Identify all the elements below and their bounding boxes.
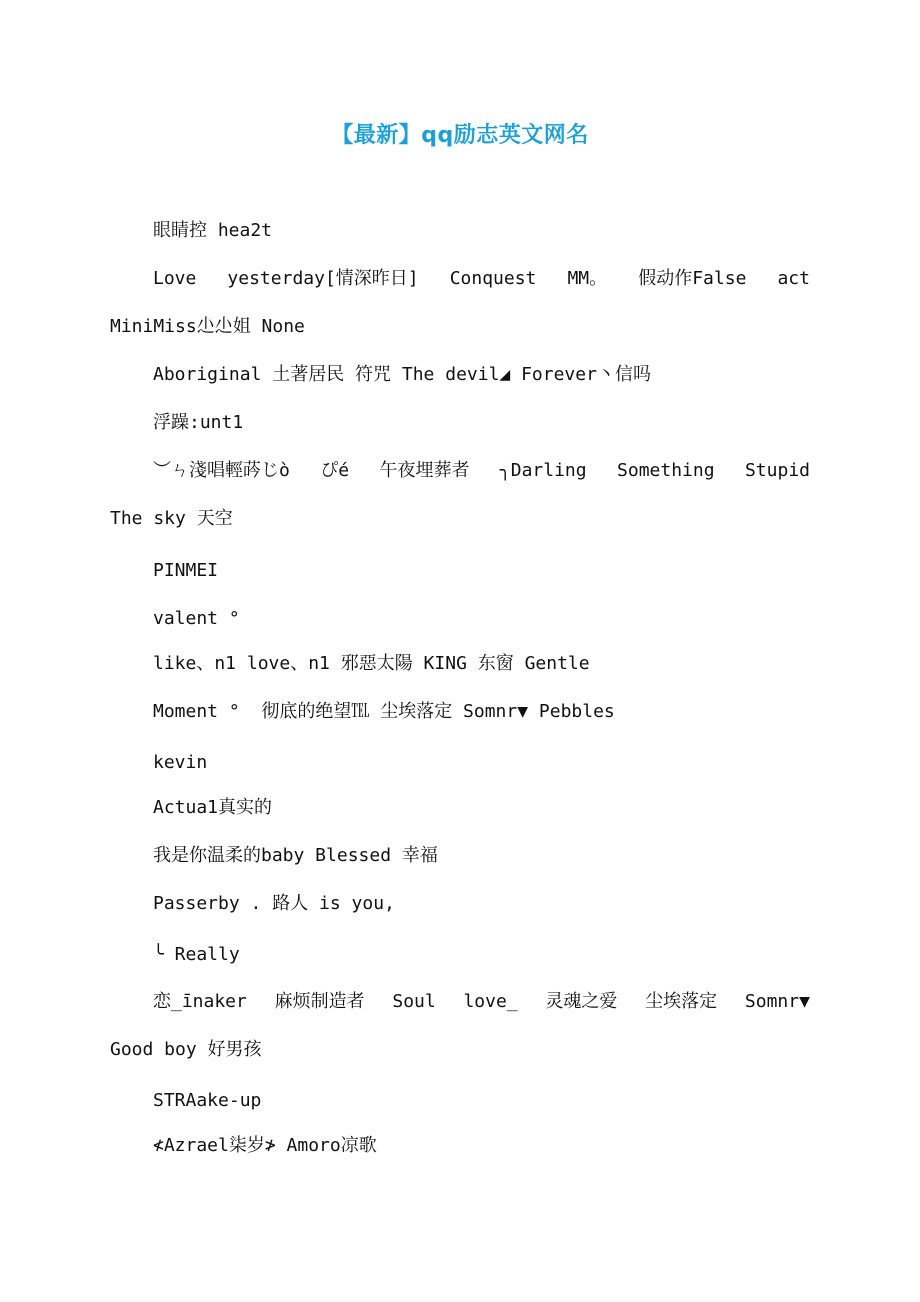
paragraph-line: Passerby . 路人 is you, <box>153 893 395 914</box>
paragraph-line: kevin <box>153 752 208 773</box>
paragraph-line: Moment ° 彻底的绝望℡ 尘埃落定 Somnr▼ Pebbles <box>153 701 615 722</box>
word: ╮Darling <box>499 460 587 481</box>
paragraph-line: PINMEI <box>153 560 219 581</box>
document-title: 【最新】qq励志英文网名 <box>331 123 589 148</box>
paragraph-line: ≮Azrael柒岁≯ Amoro凉歌 <box>153 1135 377 1156</box>
paragraph-line: 我是你温柔的baby Blessed 幸福 <box>153 845 438 866</box>
paragraph-line: Good boy 好男孩 <box>110 1039 262 1060</box>
paragraph-line: like、n1 love、n1 邪惡太陽 KING 东窗 Gentle <box>153 653 590 674</box>
word: MM。 <box>567 268 608 289</box>
word: ぴé <box>320 460 350 481</box>
word: Conquest <box>449 268 537 289</box>
word: 麻烦制造者 <box>274 991 365 1012</box>
paragraph-line: STRAake-up <box>153 1090 262 1111</box>
word: Somnr▼ <box>744 991 810 1012</box>
word: act <box>777 268 810 289</box>
paragraph-line: valent ° <box>153 608 240 629</box>
word: 恋_īnaker <box>153 991 247 1012</box>
word: 假动作False <box>638 268 747 289</box>
word: Love <box>153 268 197 289</box>
paragraph-line: 眼睛控 hea2t <box>153 220 273 241</box>
word: yesterday[情深昨日] <box>227 268 419 289</box>
paragraph-line-justified <box>110 990 810 1014</box>
word: love_ <box>463 991 518 1012</box>
word: ︶ㄣ淺唱輕荶じò <box>153 460 290 481</box>
paragraph-line: The sky 天空 <box>110 508 233 529</box>
word: Stupid <box>744 460 810 481</box>
word: 午夜埋葬者 <box>379 460 470 481</box>
paragraph-line: Aboriginal 土著居民 符咒 The devil◢ Forever丶信吗 <box>153 364 651 385</box>
paragraph-line: 浮躁:unt1 <box>153 412 244 433</box>
paragraph-line-justified <box>110 267 810 291</box>
word: Something <box>617 460 715 481</box>
paragraph-line-justified <box>110 459 810 483</box>
paragraph-line: Actua1真实的 <box>153 797 273 818</box>
word: Soul <box>392 991 436 1012</box>
word: 灵魂之爱 <box>545 991 618 1012</box>
word: 尘埃落定 <box>645 991 718 1012</box>
paragraph-line: ╰ Really <box>153 944 240 965</box>
paragraph-line: MiniMiss尐尐姐 None <box>110 316 305 337</box>
